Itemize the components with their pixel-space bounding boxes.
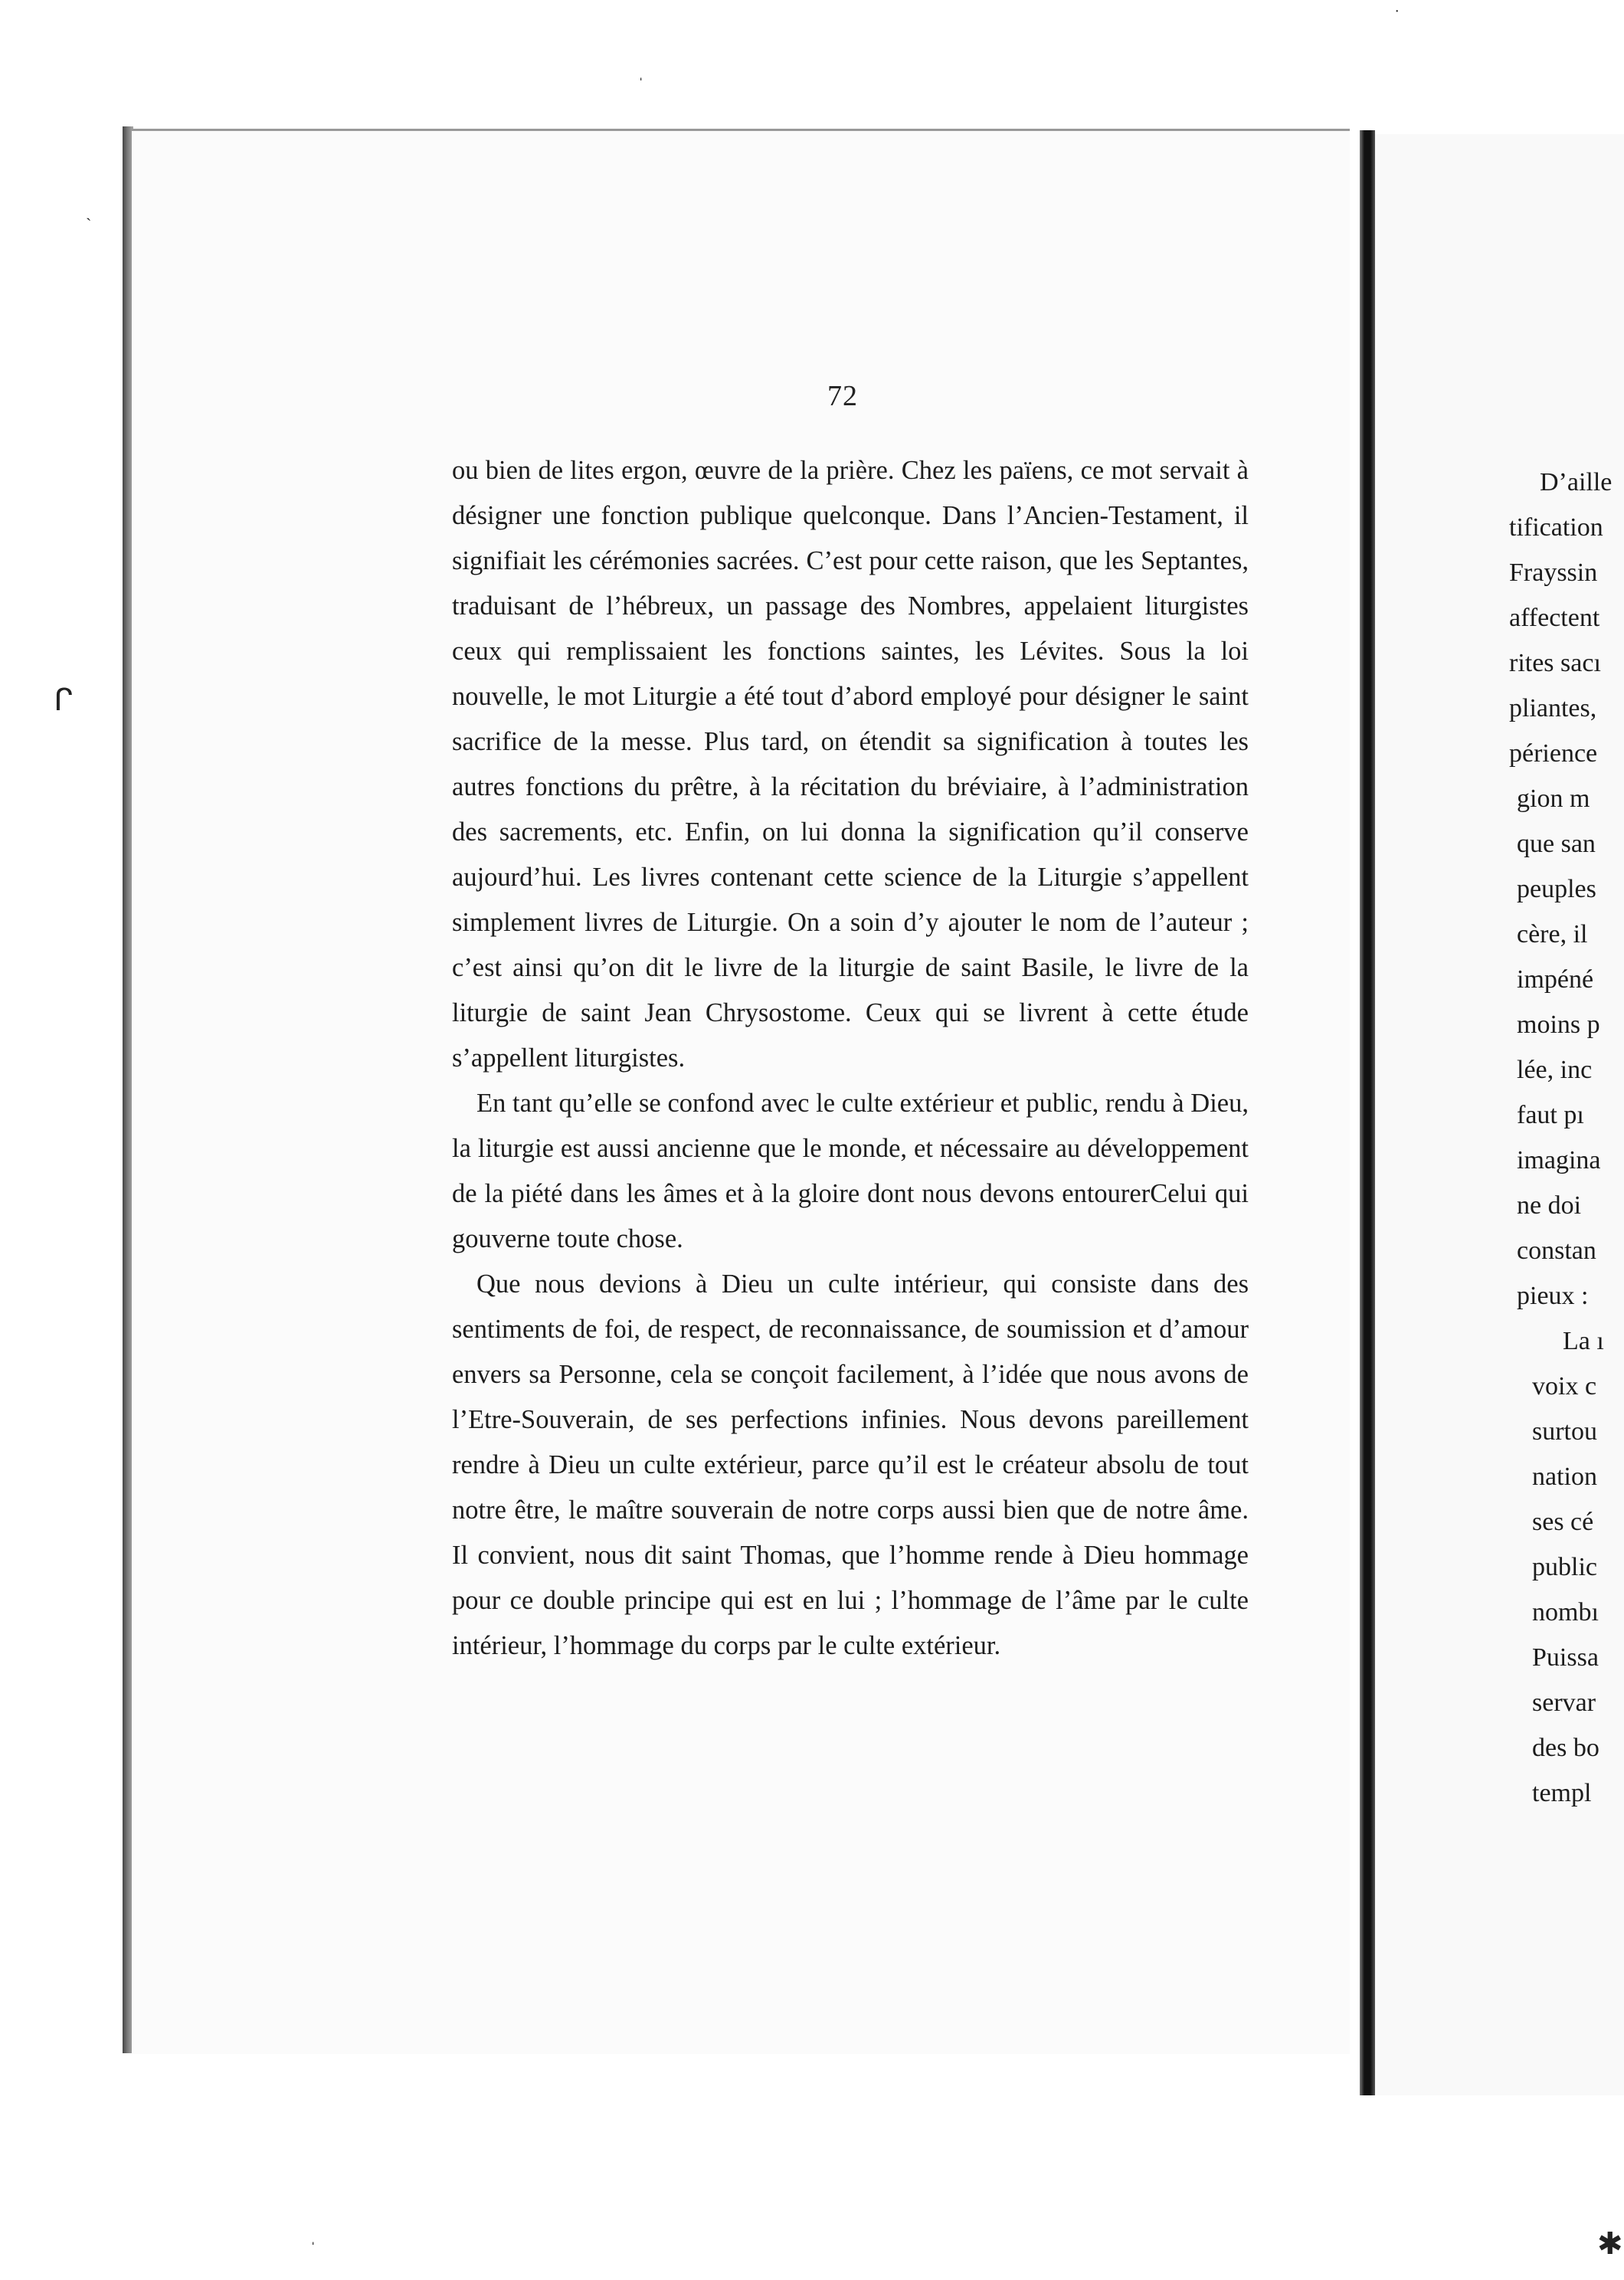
facing-page-line: Puissa (1532, 1643, 1599, 1672)
facing-page-line: D’aille (1540, 468, 1613, 496)
facing-page-line: constan (1517, 1237, 1596, 1265)
scan-speck: ˌ (310, 2226, 316, 2245)
facing-page-line: ne doi (1517, 1191, 1582, 1220)
facing-page-line: nombı (1532, 1598, 1599, 1626)
facing-page-line: faut pı (1517, 1101, 1584, 1129)
facing-page-line: tification (1509, 513, 1603, 542)
facing-page-line: pieux : (1517, 1282, 1589, 1310)
facing-page-line: que san (1517, 830, 1596, 858)
facing-page-line: gion m (1517, 785, 1590, 813)
facing-page-line: templ (1532, 1779, 1592, 1807)
facing-page-line: imagina (1517, 1146, 1601, 1174)
facing-page-line: impéné (1517, 965, 1594, 994)
facing-page-line: périence (1509, 739, 1598, 768)
page-number: 72 (827, 380, 858, 412)
facing-page-line: peuples (1517, 875, 1596, 903)
facing-page-line: rites sacı (1509, 649, 1601, 677)
facing-page-line: lée, inc (1517, 1056, 1593, 1084)
scan-speck: ᒋ (54, 683, 74, 717)
facing-page-line: voix c (1532, 1372, 1597, 1400)
facing-page-line: public (1532, 1553, 1597, 1581)
facing-page-line: pliantes, (1509, 694, 1597, 722)
facing-page-line: ses cé (1532, 1508, 1594, 1536)
facing-page-line: surtou (1532, 1417, 1597, 1446)
facing-page-line: nation (1532, 1463, 1597, 1491)
book-gutter (1360, 130, 1375, 2095)
facing-page-line: affectent (1509, 604, 1600, 632)
facing-page-line: des bo (1532, 1734, 1599, 1762)
paragraph: ou bien de lites ergon, œuvre de la prière. Chez les païens, ce mot servait à désigner une fonction publique quelconque. Dans l’Ancien-Testament, il signifiait les cérémonies sacrées. C’est pour cette raison, que les Septantes, traduisant de l’hébreux, un passage des Nombres, appelaient liturgistes ceux qui remplissaient les fonctions saintes, les Lévites. Sous la loi nouvelle, le mot Liturgie a été tout d’abord employé pour désigner le saint sacrifice de la messe. Plus tard, on étendit sa signification à toutes les autres fonctions du prêtre, à la récitation du bréviaire, à l’administration des sacrements, etc. Enfin, on lui donna la signification qu’il conserve aujourd’hui. Les livres contenant cette science de la Liturgie s’appellent simplement livres de Liturgie. On a soin d’y ajouter le nom de l’auteur ; c’est ainsi qu’on dit le livre de la liturgie de saint Basile, le livre de la liturgie de saint Jean Chrysostome. Ceux qui se livrent à cette étude s’appellent liturgistes. (452, 456, 1249, 1073)
scan-speck: ` (86, 215, 92, 234)
scan-speck: ˌ (638, 61, 644, 80)
scan-speck: ✱ (1597, 2226, 1623, 2261)
scan-speck: ˙ (1394, 6, 1400, 25)
paragraph: Que nous devions à Dieu un culte intérieur, qui consiste dans des sentiments de foi, de respect, de reconnaissance, de soumission et d’amour envers sa Personne, cela se conçoit facilement, à l’idée que nous avons de l’Etre-Souverain, de ses perfections infinies. Nous devons pareillement rendre à Dieu un culte extérieur, parce qu’il est le créateur absolu de tout notre être, le maître souverain de notre corps aussi bien que de notre âme. Il convient, nous dit saint Thomas, que l’homme rende à Dieu hommage pour ce double principe qui est en lui ; l’hommage de l’âme par le culte intérieur, l’hommage du corps par le culte extérieur. (452, 1269, 1249, 1660)
facing-page-line: servar (1532, 1689, 1596, 1717)
facing-page-line: Frayssin (1509, 559, 1598, 587)
facing-page-line: La ı (1563, 1327, 1604, 1355)
facing-page-text (1509, 460, 1624, 1816)
paragraph: En tant qu’elle se confond avec le culte extérieur et public, rendu à Dieu, la liturgie est aussi ancienne que le monde, et nécessaire au développement de la piété dans les âmes et à la gloire dont nous devons entourerCelui qui gouverne toute chose. (452, 1089, 1249, 1253)
facing-page-line: cère, il (1517, 920, 1588, 948)
left-page-text (452, 448, 1249, 1669)
facing-page-line: moins p (1517, 1011, 1600, 1039)
